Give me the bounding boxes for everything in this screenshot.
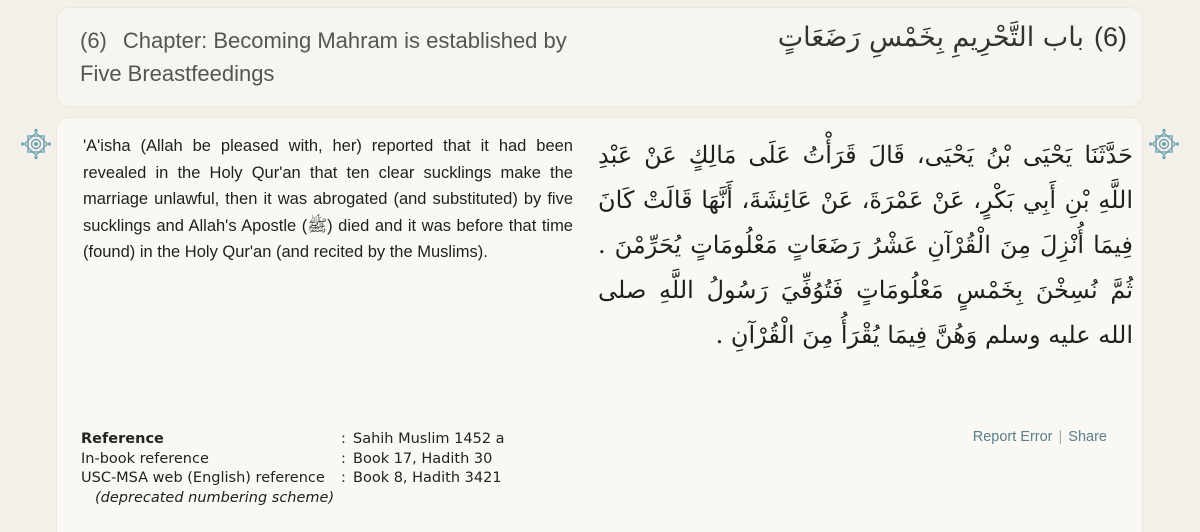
rosette-ornament-icon bbox=[1148, 128, 1180, 160]
deprecated-note-row bbox=[81, 489, 505, 509]
hadith-arabic-text: حَدَّثَنَا يَحْيَى بْنُ يَحْيَى، قَالَ قَرَأْتُ عَلَى مَالِكٍ عَنْ عَبْدِ اللَّهِ بْنِ أَبِي بَكْرٍ، عَنْ عَمْرَةَ، عَنْ عَائِشَةَ، أَنَّهَا قَالَتْ كَانَ فِيمَا أُنْزِلَ مِنَ الْقُرْآنِ عَشْرُ رَضَعَاتٍ مَعْلُومَاتٍ يُحَرِّمْنَ ‏.‏ ثُمَّ نُسِخْنَ بِخَمْسٍ مَعْلُومَاتٍ فَتُوُفِّيَ رَسُولُ اللَّهِ صلى الله عليه وسلم وَهُنَّ فِيمَا يُقْرَأُ مِنَ الْقُرْآنِ ‏.‏ bbox=[598, 141, 1133, 349]
reference-label: Reference bbox=[81, 431, 164, 447]
in-book-reference-value: Book 17, Hadith 30 bbox=[353, 450, 493, 467]
chapter-number-arabic: (6) bbox=[1093, 22, 1127, 52]
rosette-ornament-icon bbox=[20, 128, 52, 160]
deprecated-numbering-note: (deprecated numbering scheme) bbox=[95, 489, 335, 506]
share-link[interactable]: Share bbox=[1068, 429, 1107, 445]
chapter-number-english: (6) bbox=[80, 28, 107, 53]
reference-separator: : bbox=[341, 431, 346, 447]
hadith-actions bbox=[973, 429, 1107, 445]
actions-divider: | bbox=[1058, 429, 1063, 445]
usc-msa-reference-value: Book 8, Hadith 3421 bbox=[353, 470, 502, 486]
chapter-title-english bbox=[80, 24, 600, 90]
usc-msa-reference-row bbox=[81, 469, 505, 489]
hadith-english-text: 'A'isha (Allah be pleased with, her) reported that it had been revealed in the Holy Qur'an that ten clear sucklings make the marriage unlawful, then it was abrogated (and substituted) by five sucklings and Allah's Apostle (ﷺ) died and it was before that time (found) in the Holy Qur'an (and recited by the Muslims). bbox=[83, 137, 573, 262]
chapter-title-arabic bbox=[687, 22, 1127, 53]
in-book-reference-separator: : bbox=[341, 450, 346, 467]
chapter-title-text-english: Chapter: Becoming Mahram is established by Five Breastfeedings bbox=[80, 28, 567, 86]
reference-table bbox=[81, 430, 505, 508]
report-error-link[interactable]: Report Error bbox=[972, 429, 1053, 445]
chapter-title-text-arabic: باب التَّحْرِيمِ بِخَمْسِ رَضَعَاتٍ bbox=[777, 22, 1084, 53]
usc-msa-reference-label: USC-MSA web (English) reference bbox=[81, 470, 325, 486]
reference-row bbox=[81, 430, 505, 450]
in-book-reference-row bbox=[81, 450, 505, 470]
usc-msa-reference-separator: : bbox=[341, 470, 346, 486]
in-book-reference-label: In-book reference bbox=[81, 450, 209, 467]
reference-value: Sahih Muslim 1452 a bbox=[353, 431, 505, 447]
